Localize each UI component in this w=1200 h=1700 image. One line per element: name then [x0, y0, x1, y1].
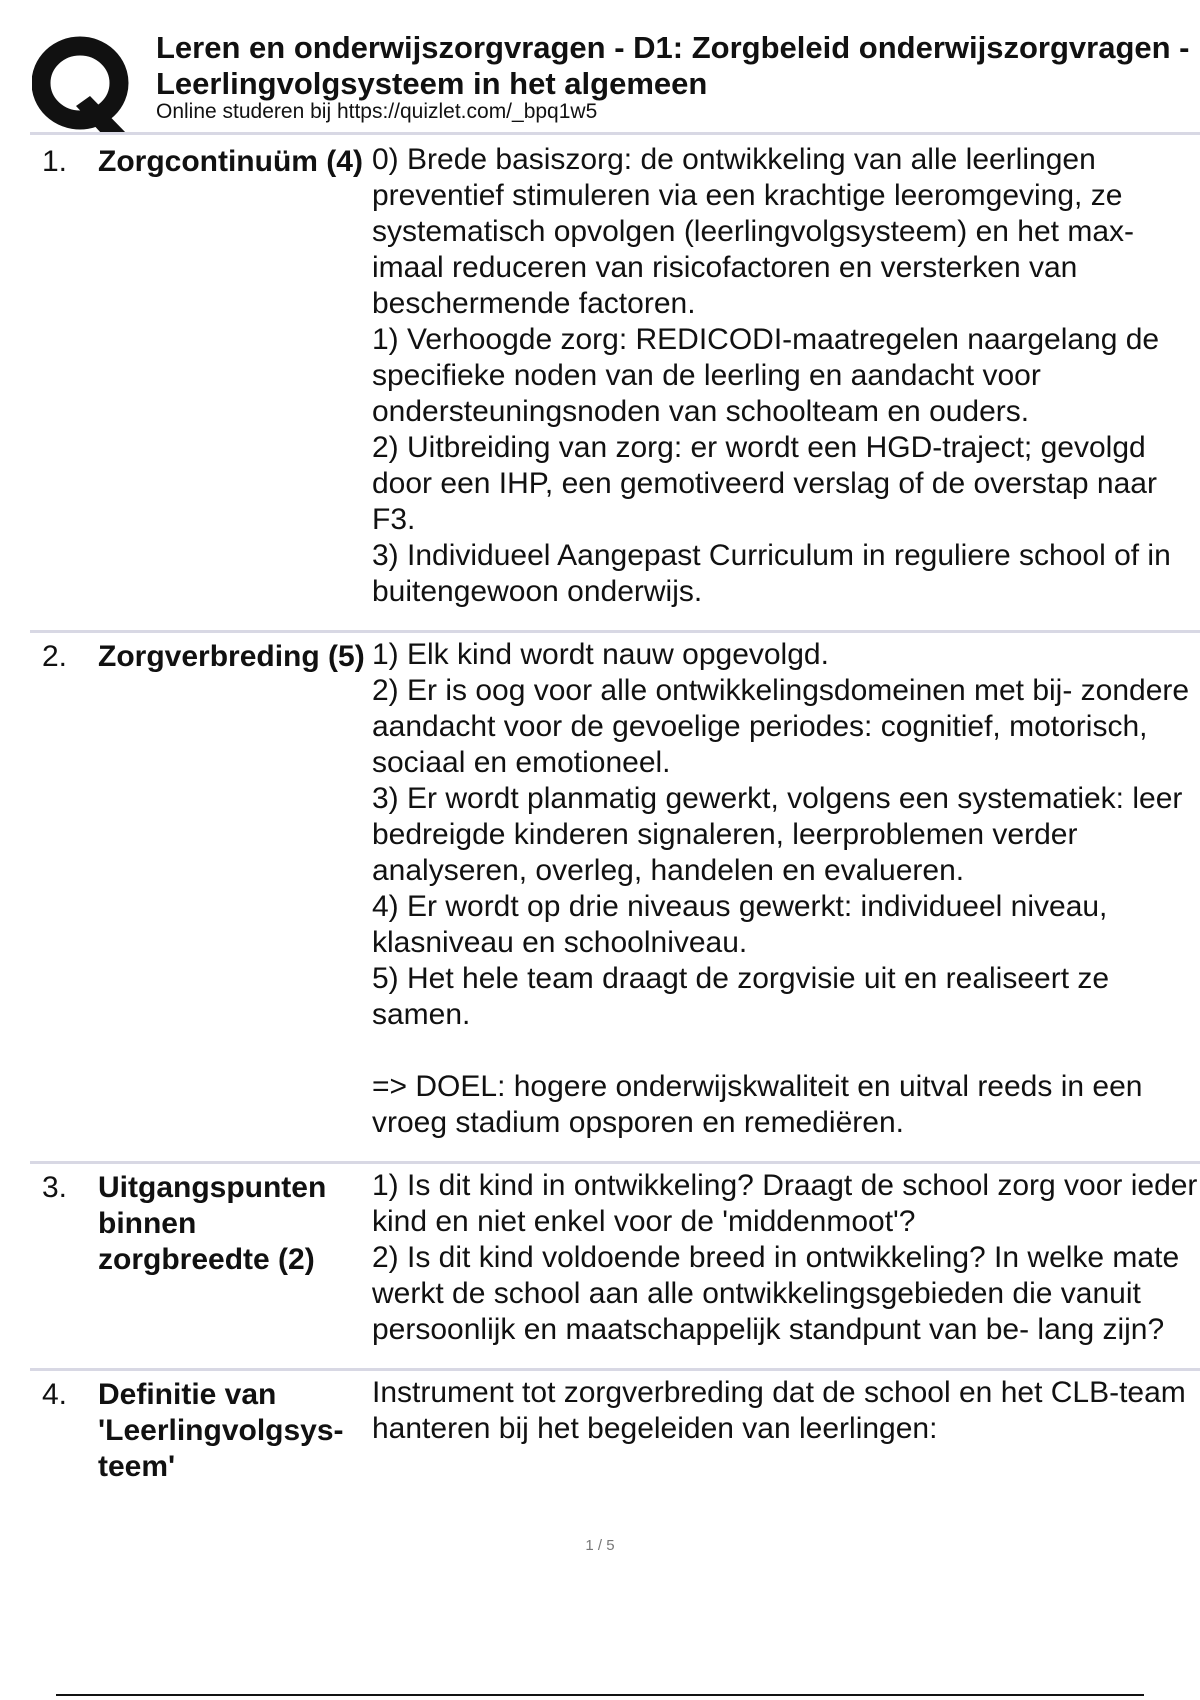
card-number: 1. — [42, 145, 68, 178]
card-term: Zorgcontinuüm (4) — [98, 145, 363, 178]
card-term: Definitie van 'Leerlingvolgsys- teem' — [98, 1378, 344, 1483]
document-subtitle: Online studeren bij https://quizlet.com/_bpq1w5 — [156, 100, 598, 123]
card-term: Uitgangspunten binnen zorgbreedte (2) — [98, 1171, 327, 1276]
card-definition: 1) Is dit kind in ontwikkeling? Draagt de school zorg voor ieder kind en niet enkel voor de 'middenmoot'? 2) Is dit kind voldoende breed in ontwikkeling? In welke mate werkt de school aan alle ontwikkelingsgebieden die vanuit persoonlijk en maatschappelijk standpunt van be- lang zijn? — [372, 1169, 1198, 1346]
document-header — [30, 28, 1200, 132]
flashcard-row — [30, 633, 1200, 1164]
document-title: Leren en onderwijszorgvragen - D1: Zorgbeleid onderwijszorgvragen - Leerlingvolgsysteem in het algemeen — [156, 30, 1190, 101]
flashcard-list — [30, 138, 1200, 1483]
flashcard-row — [30, 138, 1200, 633]
flashcard-row — [30, 1371, 1200, 1483]
card-number: 2. — [42, 640, 68, 673]
quizlet-q-logo-icon — [32, 34, 138, 136]
flashcard-row — [30, 1164, 1200, 1371]
page-bottom-rule — [56, 1694, 1144, 1696]
card-definition: Instrument tot zorgverbreding dat de school en het CLB-team hanteren bij het begeleiden van leerlingen: — [372, 1376, 1186, 1445]
card-definition: 1) Elk kind wordt nauw opgevolgd. 2) Er is oog voor alle ontwikkelingsdomeinen met bij- zondere aandacht voor de gevoelige periodes: cognitief, motorisch, sociaal en emotioneel. 3) Er wordt planmatig gewerkt, volgens een systematiek: leer bedreigde kinderen signaleren, leerproblemen verder analyseren, overleg, handelen en evalueren. 4) Er wordt op drie niveaus gewerkt: individueel niveau, klasniveau en schoolniveau. 5) Het hele team draagt de zorgvisie uit en realiseert ze samen. => DOEL: hogere onderwijskwaliteit en uitval reeds in een vroeg stadium opsporen en remediëren. — [372, 638, 1190, 1139]
page-number: 1 / 5 — [585, 1537, 615, 1554]
header-divider — [30, 132, 1200, 135]
card-definition: 0) Brede basiszorg: de ontwikkeling van alle leerlingen preventief stimuleren via een krachtige leeromgeving, ze systematisch opvolgen (leerlingvolgsysteem) en het max- imaal reduceren van risicofactoren en versterken van beschermende factoren. 1) Verhoogde zorg: REDICODI-maatregelen naargelang de specifieke noden van de leerling en aandacht voor ondersteuningsnoden van schoolteam en ouders. 2) Uitbreiding van zorg: er wordt een HGD-traject; gevolgd door een IHP, een gemotiveerd verslag of de overstap naar F3. 3) Individueel Aangepast Curriculum in reguliere school of in buitengewoon onderwijs. — [372, 143, 1171, 608]
card-number: 4. — [42, 1378, 68, 1411]
card-number: 3. — [42, 1171, 68, 1204]
card-term: Zorgverbreding (5) — [98, 640, 365, 673]
